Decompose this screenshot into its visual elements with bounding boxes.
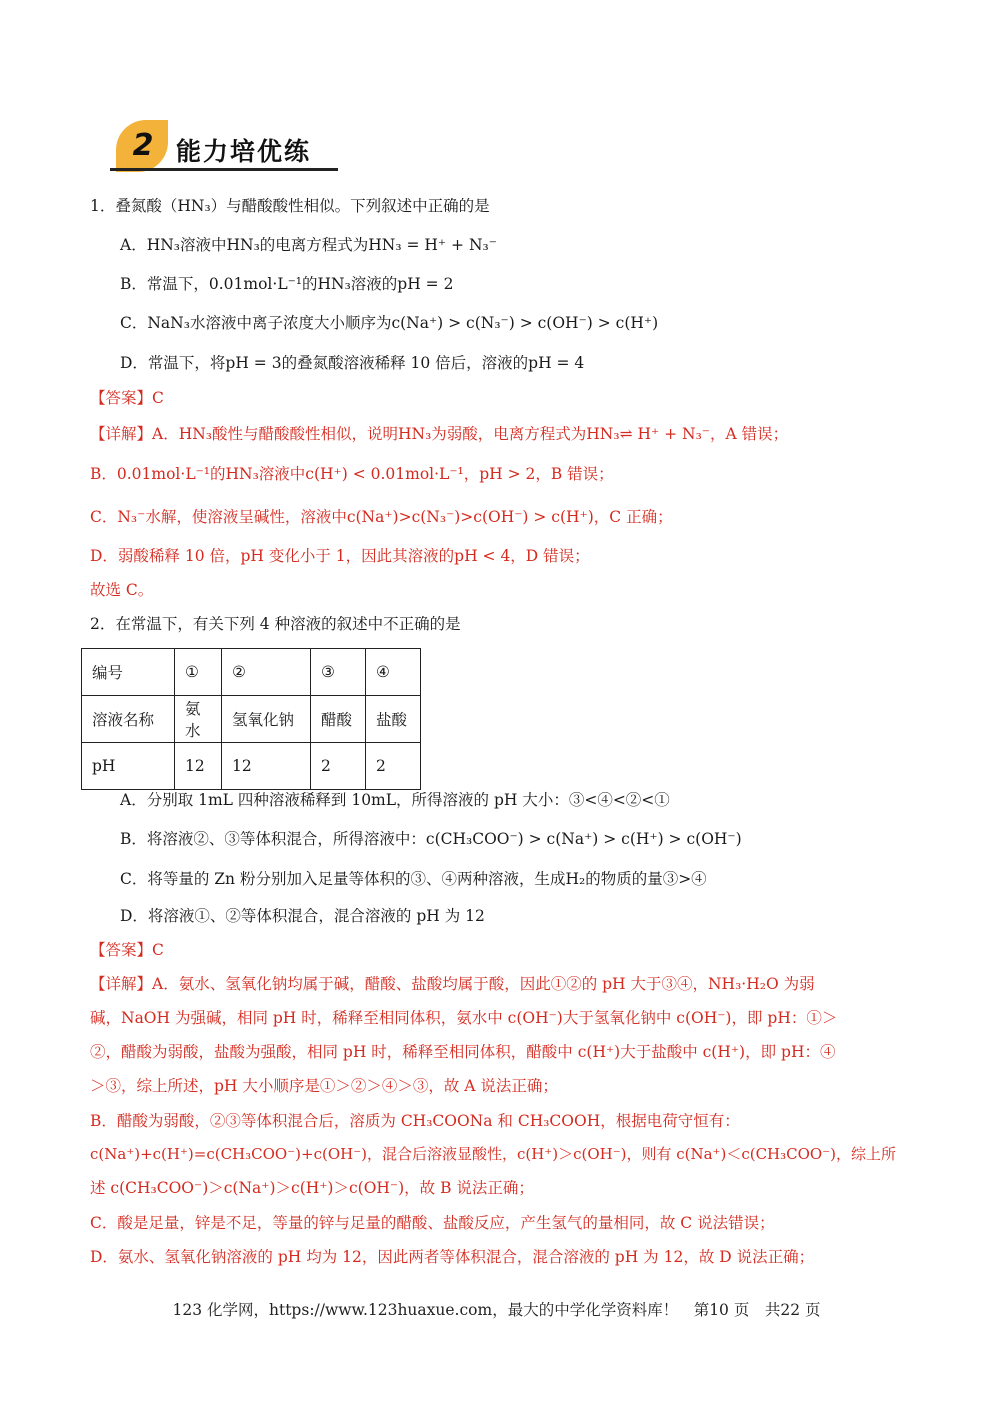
q2-detail-line-5: B．醋酸为弱酸，②③等体积混合后，溶质为 CH₃COONa 和 CH₃COOH，根据电荷守恒有：	[90, 1112, 740, 1130]
q1-option-d: D．常温下，将pH = 3的叠氮酸溶液稀释 10 倍后，溶液的pH = 4	[120, 354, 585, 372]
table-cell: 氨水	[175, 696, 222, 743]
table-row	[82, 649, 421, 696]
table-cell: 2	[366, 743, 421, 790]
table-cell: 醋酸	[311, 696, 366, 743]
section-number: 2	[132, 128, 154, 163]
table-row	[82, 743, 421, 790]
q2-answer: 【答案】C	[90, 941, 164, 959]
section-header	[110, 118, 350, 174]
section-title: 能力培优练	[176, 137, 312, 166]
q1-detail-a: 【详解】A．HN₃酸性与醋酸酸性相似，说明HN₃为弱酸，电离方程式为HN₃⇌ H⁺ + N₃⁻，A 错误；	[90, 425, 789, 443]
table-cell: ④	[366, 649, 421, 696]
q2-detail-line-1: 【详解】A．氨水、氢氧化钠均属于碱，醋酸、盐酸均属于酸，因此①②的 pH 大于③④，NH₃·H₂O 为弱	[90, 975, 815, 993]
q1-detail-d: D．弱酸稀释 10 倍，pH 变化小于 1，因此其溶液的pH < 4，D 错误；	[90, 547, 590, 565]
q2-stem: 2．在常温下，有关下列 4 种溶液的叙述中不正确的是	[90, 615, 461, 633]
table-cell: 2	[311, 743, 366, 790]
q1-option-a: A．HN₃溶液中HN₃的电离方程式为HN₃ = H⁺ + N₃⁻	[120, 236, 497, 254]
q1-option-b: B．常温下，0.01mol·L⁻¹的HN₃溶液的pH = 2	[120, 275, 454, 293]
table-cell: ①	[175, 649, 222, 696]
q1-detail-c: C．N₃⁻水解，使溶液呈碱性，溶液中c(Na⁺)>c(N₃⁻)>c(OH⁻) > c(H⁺)，C 正确；	[90, 508, 673, 526]
q2-detail-line-4: ＞③，综上所述，pH 大小顺序是①＞②＞④＞③，故 A 说法正确；	[90, 1077, 558, 1095]
page-footer: 123 化学网，https://www.123huaxue.com，最大的中学化学资料库！ 第10 页 共22 页	[172, 1301, 821, 1319]
q1-stem: 1．叠氮酸（HN₃）与醋酸酸性相似。下列叙述中正确的是	[90, 197, 490, 215]
table-cell: ③	[311, 649, 366, 696]
q2-detail-line-8: C．酸是足量，锌是不足，等量的锌与足量的醋酸、盐酸反应，产生氢气的量相同，故 C 说法错误；	[90, 1214, 775, 1232]
q2-detail-line-3: ②，醋酸为弱酸，盐酸为强酸，相同 pH 时，稀释至相同体积，醋酸中 c(H⁺)大于盐酸中 c(H⁺)，即 pH：④	[90, 1043, 836, 1061]
q2-solution-table	[81, 648, 421, 790]
section-underline	[110, 168, 338, 171]
table-cell: 氢氧化钠	[222, 696, 311, 743]
q2-option-c: C．将等量的 Zn 粉分别加入足量等体积的③、④两种溶液，生成H₂的物质的量③>④	[120, 870, 707, 888]
table-cell: 12	[222, 743, 311, 790]
q2-option-d: D．将溶液①、②等体积混合，混合溶液的 pH 为 12	[120, 907, 485, 925]
table-cell: 12	[175, 743, 222, 790]
q1-option-c: C．NaN₃水溶液中离子浓度大小顺序为c(Na⁺) > c(N₃⁻) > c(OH⁻) > c(H⁺)	[120, 314, 659, 332]
q2-detail-line-9: D．氨水、氢氧化钠溶液的 pH 均为 12，因此两者等体积混合，混合溶液的 pH 为 12，故 D 说法正确；	[90, 1248, 815, 1266]
q2-detail-line-6: c(Na⁺)+c(H⁺)=c(CH₃COO⁻)+c(OH⁻)，混合后溶液显酸性，c(H⁺)＞c(OH⁻)，则有 c(Na⁺)＜c(CH₃COO⁻)，综上所	[90, 1145, 896, 1163]
q2-detail-line-2: 碱，NaOH 为强碱，相同 pH 时，稀释至相同体积，氨水中 c(OH⁻)大于氢氧化钠中 c(OH⁻)，即 pH：①＞	[90, 1009, 838, 1027]
table-cell: 溶液名称	[82, 696, 175, 743]
table-cell: ②	[222, 649, 311, 696]
q2-option-a: A．分别取 1mL 四种溶液稀释到 10mL，所得溶液的 pH 大小：③<④<②<①	[120, 791, 670, 809]
table-row	[82, 696, 421, 743]
q1-conclusion: 故选 C。	[90, 581, 154, 599]
q2-detail-line-7: 述 c(CH₃COO⁻)＞c(Na⁺)＞c(H⁺)＞c(OH⁻)，故 B 说法正确；	[90, 1179, 534, 1197]
table-cell: 编号	[82, 649, 175, 696]
q1-answer: 【答案】C	[90, 389, 164, 407]
table-cell: pH	[82, 743, 175, 790]
q1-detail-b: B．0.01mol·L⁻¹的HN₃溶液中c(H⁺) < 0.01mol·L⁻¹，pH > 2，B 错误；	[90, 465, 614, 483]
table-cell: 盐酸	[366, 696, 421, 743]
q2-option-b: B．将溶液②、③等体积混合，所得溶液中：c(CH₃COO⁻) > c(Na⁺) > c(H⁺) > c(OH⁻)	[120, 830, 742, 848]
